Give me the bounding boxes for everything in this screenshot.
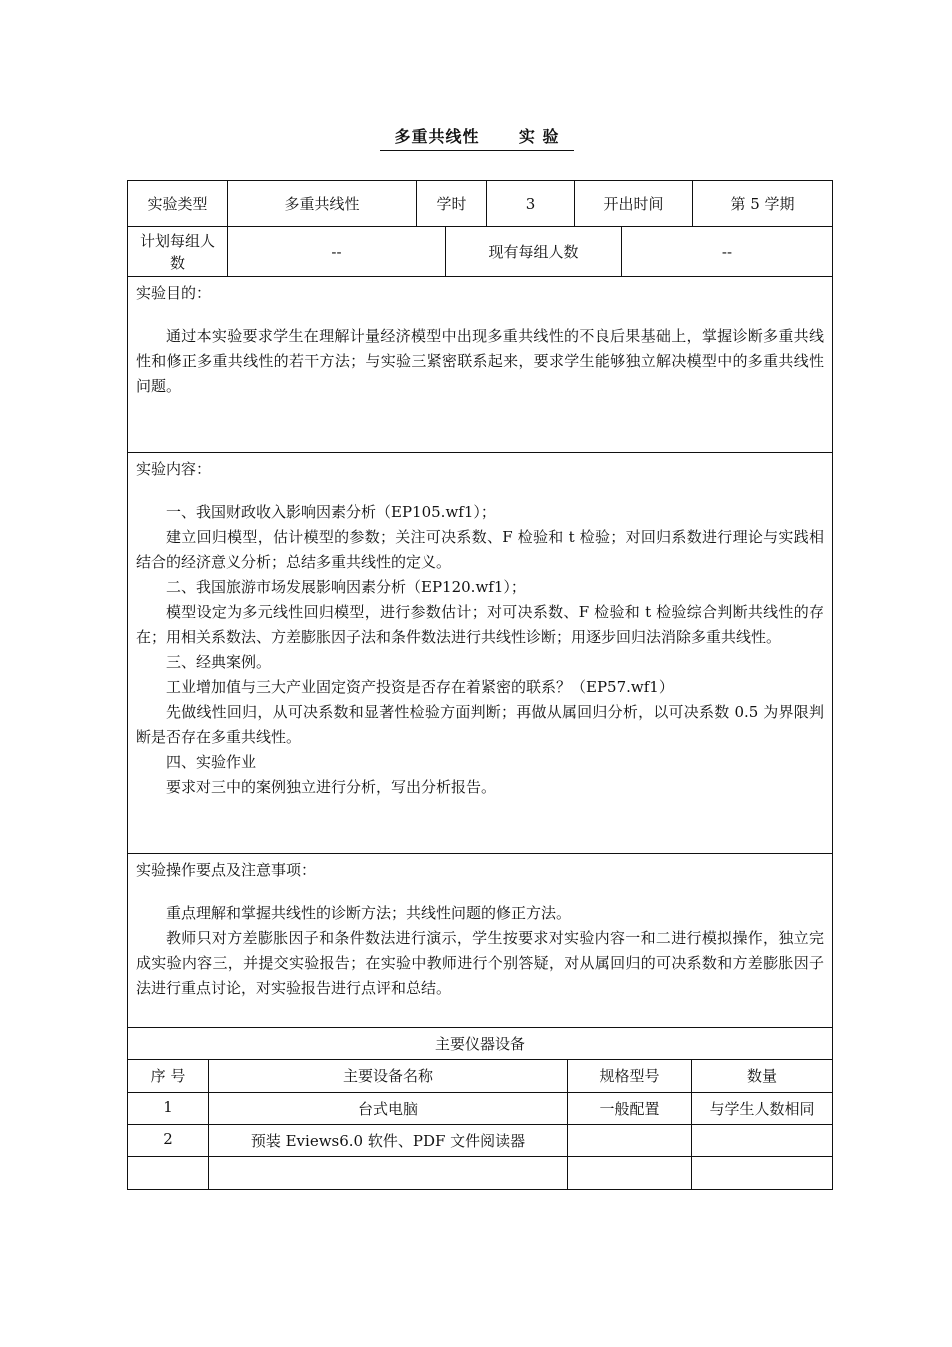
info-row-1 — [128, 181, 832, 227]
content-paragraph: 三、经典案例。 — [166, 653, 272, 671]
content-paragraph: 要求对三中的案例独立进行分析，写出分析报告。 — [166, 778, 497, 796]
equipment-quantity — [692, 1157, 832, 1189]
purpose-section — [128, 277, 832, 453]
current-value: -- — [721, 242, 733, 261]
hours-value: 3 — [487, 181, 575, 226]
experiment-table — [127, 180, 833, 1190]
table-row — [128, 1157, 832, 1189]
hours-label: 学时 — [417, 181, 487, 226]
notes-paragraph: 重点理解和掌握共线性的诊断方法；共线性问题的修正方法。 — [166, 904, 572, 922]
plan-label: 计划每组人数 — [128, 227, 228, 276]
equipment-title: 主要仪器设备 — [128, 1028, 832, 1060]
notes-heading: 实验操作要点及注意事项： — [136, 861, 317, 879]
type-value: 多重共线性 — [228, 181, 417, 226]
type-label: 实验类型 — [128, 181, 228, 226]
content-section — [128, 453, 832, 854]
equipment-quantity — [692, 1125, 832, 1156]
col-header-model: 规格型号 — [568, 1060, 692, 1092]
equipment-model — [568, 1157, 692, 1189]
current-label: 现有每组人数 — [446, 227, 622, 276]
equipment-name: 台式电脑 — [209, 1093, 568, 1124]
page-title: 多重共线性 实 验 — [380, 124, 574, 151]
content-paragraph: 一、我国财政收入影响因素分析（EP105.wf1）； — [166, 503, 496, 521]
table-row — [128, 1125, 832, 1157]
equipment-name — [209, 1157, 568, 1189]
equipment-quantity: 与学生人数相同 — [709, 1099, 815, 1118]
equipment-index: 1 — [128, 1093, 209, 1124]
content-heading: 实验内容： — [136, 460, 212, 478]
equipment-model: 一般配置 — [568, 1093, 692, 1124]
notes-section — [128, 854, 832, 1028]
plan-value: -- — [228, 227, 446, 276]
equipment-model — [568, 1125, 692, 1156]
notes-paragraph: 教师只对方差膨胀因子和条件数法进行演示，学生按要求对实验内容一和二进行模拟操作，独立完成实验内容三，并提交实验报告；在实验中教师进行个别答疑，对从属回归的可决系数和方差膨胀因子法进行重点讨论，对实验报告进行点评和总结。 — [136, 929, 824, 997]
purpose-paragraph: 通过本实验要求学生在理解计量经济模型中出现多重共线性的不良后果基础上，掌握诊断多重共线性和修正多重共线性的若干方法；与实验三紧密联系起来，要求学生能够独立解决模型中的多重共线性问题。 — [136, 327, 824, 395]
content-paragraph: 模型设定为多元线性回归模型，进行参数估计；对可决系数、F 检验和 t 检验综合判断共线性的存在；用相关系数法、方差膨胀因子法和条件数法进行共线性诊断；用逐步回归法消除多重共线性。 — [136, 603, 824, 646]
col-header-quantity: 数量 — [746, 1067, 777, 1085]
equipment-index — [128, 1157, 209, 1189]
col-header-name: 主要设备名称 — [209, 1060, 568, 1092]
content-paragraph: 二、我国旅游市场发展影响因素分析（EP120.wf1）； — [166, 578, 526, 596]
equipment-index: 2 — [128, 1125, 209, 1156]
info-row-2 — [128, 227, 832, 277]
equipment-header-row — [128, 1060, 832, 1093]
time-label: 开出时间 — [575, 181, 693, 226]
content-paragraph: 建立回归模型，估计模型的参数；关注可决系数、F 检验和 t 检验；对回归系数进行理论与实践相结合的经济意义分析；总结多重共线性的定义。 — [136, 528, 824, 571]
content-paragraph: 工业增加值与三大产业固定资产投资是否存在着紧密的联系？（EP57.wf1） — [166, 678, 674, 696]
equipment-name: 预装 Eviews6.0 软件、PDF 文件阅读器 — [209, 1125, 568, 1156]
content-paragraph: 四、实验作业 — [166, 753, 257, 771]
col-header-index: 序 号 — [128, 1060, 209, 1092]
content-paragraph: 先做线性回归，从可决系数和显著性检验方面判断；再做从属回归分析，以可决系数 0.5 为界限判断是否存在多重共线性。 — [136, 703, 824, 746]
purpose-heading: 实验目的： — [136, 284, 212, 302]
time-value: 第 5 学期 — [730, 194, 795, 213]
table-row — [128, 1093, 832, 1125]
